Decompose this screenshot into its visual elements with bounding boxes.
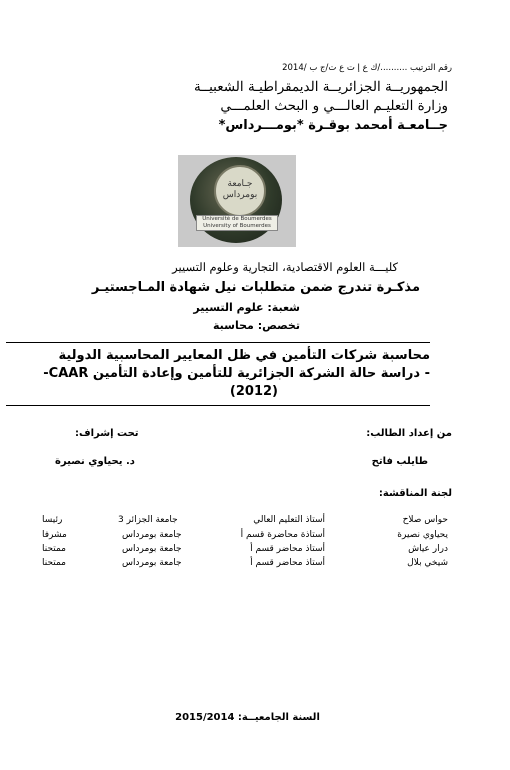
student-name: طايلب فاتح bbox=[371, 456, 428, 467]
prepared-by-label: من إعداد الطالب: bbox=[366, 428, 452, 439]
logo-latin-en: University of Boumerdes bbox=[203, 223, 271, 229]
member-3-university: جامعة بومرداس bbox=[122, 544, 182, 554]
faculty-name: كليـــة العلوم الاقتصادية، التجارية وعلوم التسيير bbox=[172, 260, 398, 274]
logo-inner-seal bbox=[214, 165, 266, 217]
reference-number: رقم الترتيب ........../ك ع إ ت ع ت/ج ب /2014 bbox=[282, 63, 452, 73]
member-4-rank: أستاذ محاضر قسم أ bbox=[250, 558, 325, 568]
thesis-title-line1: محاسبة شركات التأمين في ظل المعايير المحاسبية الدولية bbox=[58, 348, 430, 363]
member-3-rank: أستاذ محاضر قسم أ bbox=[250, 544, 325, 554]
logo-arabic-text: جـامعة بومرداس bbox=[222, 179, 258, 200]
member-2-role: مشرفا bbox=[42, 530, 67, 540]
branch-label: شعبة: علوم التسيير bbox=[193, 301, 300, 314]
member-1-rank: أستاذ التعليم العالي bbox=[253, 515, 325, 525]
logo-emblem bbox=[190, 157, 282, 243]
memo-statement: مذكـرة تندرج ضمن متطلبات نيل شهادة المـاجستيـر bbox=[91, 280, 420, 295]
committee-label: لجنة المناقشة: bbox=[378, 488, 452, 499]
university-name: جــامعـة أمحمد بوقـرة *بومـــرداس* bbox=[218, 118, 448, 133]
ministry-name: وزارة التعليـم العالـــي و البحث العلمـــي bbox=[220, 98, 448, 114]
title-bottom-rule bbox=[6, 405, 430, 406]
supervisor-name: د. يحياوي نصيرة bbox=[55, 456, 135, 467]
member-2-rank: أستاذة محاضرة قسم أ bbox=[240, 530, 325, 540]
member-1-university: جامعة الجزائر 3 bbox=[118, 515, 178, 525]
member-3-role: ممتحنا bbox=[42, 544, 67, 554]
thesis-title-line3: (2012) bbox=[229, 384, 278, 399]
member-2-name: يحياوي نصيرة bbox=[397, 530, 448, 540]
member-1-role: رئيسا bbox=[42, 515, 63, 525]
logo-latin-fr: Université de Boumerdes bbox=[202, 216, 272, 222]
member-2-university: جامعة بومرداس bbox=[122, 530, 182, 540]
supervised-by-label: تحت إشراف: bbox=[75, 428, 139, 439]
republic-name: الجمهوريــة الجزائريــة الديمقراطيـة الشعبيــة bbox=[193, 79, 448, 95]
member-4-role: ممتحنا bbox=[42, 558, 67, 568]
logo-ribbon bbox=[196, 215, 278, 231]
member-4-university: جامعة بومرداس bbox=[122, 558, 182, 568]
member-4-name: شيخي بلال bbox=[407, 558, 448, 568]
thesis-title-line2: - دراسة حالة الشركة الجزائرية للتأمين وإعادة التأمين CAAR- bbox=[43, 366, 430, 381]
title-top-rule bbox=[6, 342, 430, 343]
university-logo bbox=[178, 155, 296, 247]
academic-year: السنة الجامعيــة: 2015/2014 bbox=[175, 712, 320, 723]
member-3-name: درار عياش bbox=[408, 544, 448, 554]
member-1-name: حواس صلاح bbox=[402, 515, 448, 525]
specialty-label: تخصص: محاسبة bbox=[213, 319, 300, 332]
